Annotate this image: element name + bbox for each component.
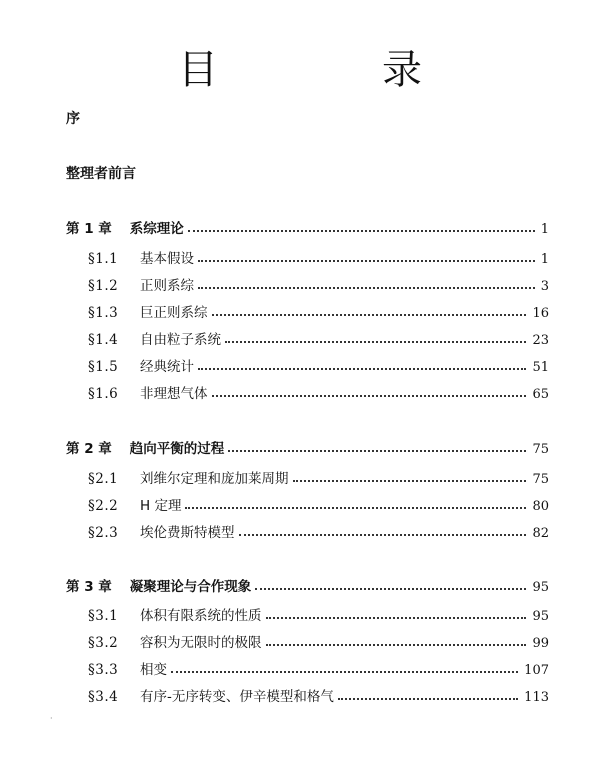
toc-chapter-3 — [66, 573, 549, 595]
section-number: §1.4 — [88, 332, 119, 348]
toc-section — [88, 380, 549, 402]
toc-section — [88, 299, 549, 321]
section-number: §1.6 — [88, 386, 119, 402]
section-title: 有序-无序转变、伊辛模型和格气 — [140, 689, 334, 705]
dot-leader — [255, 588, 526, 590]
section-number: §3.1 — [88, 608, 119, 624]
page-number: 3 — [540, 279, 549, 294]
preface-entry: 序 — [66, 111, 80, 127]
section-number: §3.2 — [88, 635, 119, 651]
dot-leader — [212, 314, 527, 316]
page-number: 75 — [532, 472, 549, 487]
page-number: 95 — [532, 580, 549, 595]
dot-leader — [171, 671, 518, 673]
dot-leader — [293, 480, 527, 482]
dot-leader — [198, 368, 526, 370]
dot-leader — [228, 450, 526, 452]
toc-section — [88, 602, 549, 624]
toc-section — [88, 245, 549, 267]
page-number: 65 — [532, 387, 549, 402]
section-number: §1.3 — [88, 305, 119, 321]
section-number: §2.3 — [88, 525, 119, 541]
page-number: 99 — [532, 636, 549, 651]
page-number: 1 — [540, 252, 549, 267]
section-title: 容积为无限时的极限 — [140, 635, 262, 651]
page-number: 82 — [532, 526, 549, 541]
section-title: H 定理 — [140, 498, 182, 514]
scan-speck: · — [50, 714, 53, 723]
section-title: 经典统计 — [140, 359, 194, 375]
page-number: 113 — [524, 690, 549, 705]
page-number: 75 — [532, 442, 549, 457]
toc-section — [88, 465, 549, 487]
section-number: §1.2 — [88, 278, 119, 294]
section-number: §1.5 — [88, 359, 119, 375]
section-title: 非理想气体 — [140, 386, 208, 402]
chapter-title: 系综理论 — [129, 221, 184, 237]
section-number: §3.4 — [88, 689, 119, 705]
dot-leader — [198, 287, 535, 289]
section-number: §1.1 — [88, 251, 119, 267]
page-number: 51 — [532, 360, 549, 375]
chapter-number: 第 3 章 — [66, 579, 112, 595]
dot-leader — [338, 698, 518, 700]
toc-section — [88, 492, 549, 514]
dot-leader — [198, 260, 535, 262]
page-number: 80 — [532, 499, 549, 514]
page-number: 1 — [540, 222, 549, 237]
section-title: 基本假设 — [140, 251, 194, 267]
toc-section — [88, 629, 549, 651]
section-number: §2.2 — [88, 498, 119, 514]
section-title: 体积有限系统的性质 — [140, 608, 262, 624]
page-number: 23 — [532, 333, 549, 348]
toc-chapter-2 — [66, 435, 549, 457]
page-number: 16 — [532, 306, 549, 321]
toc-section — [88, 272, 549, 294]
section-title: 正则系综 — [140, 278, 194, 294]
section-title: 相变 — [140, 662, 167, 678]
dot-leader — [212, 395, 527, 397]
toc-section — [88, 326, 549, 348]
toc-section — [88, 353, 549, 375]
section-number: §3.3 — [88, 662, 119, 678]
dot-leader — [185, 507, 526, 509]
dot-leader — [188, 230, 535, 232]
toc-chapter-1 — [66, 215, 549, 237]
toc-section — [88, 656, 549, 678]
toc-section — [88, 519, 549, 541]
chapter-title: 凝聚理论与合作现象 — [129, 579, 252, 595]
dot-leader — [225, 341, 526, 343]
section-title: 巨正则系综 — [140, 305, 208, 321]
chapter-number: 第 2 章 — [66, 441, 112, 457]
page-number: 107 — [524, 663, 549, 678]
chapter-title: 趋向平衡的过程 — [129, 441, 225, 457]
toc-section — [88, 683, 549, 705]
dot-leader — [239, 534, 527, 536]
dot-leader — [266, 617, 527, 619]
page-number: 95 — [532, 609, 549, 624]
editor-preface-entry: 整理者前言 — [66, 166, 136, 182]
dot-leader — [266, 644, 527, 646]
section-title: 埃伦费斯特模型 — [140, 525, 235, 541]
section-number: §2.1 — [88, 471, 119, 487]
section-title: 刘维尔定理和庞加莱周期 — [140, 471, 289, 487]
chapter-number: 第 1 章 — [66, 221, 112, 237]
section-title: 自由粒子系统 — [140, 332, 221, 348]
page-title: 目 录 — [178, 47, 484, 93]
